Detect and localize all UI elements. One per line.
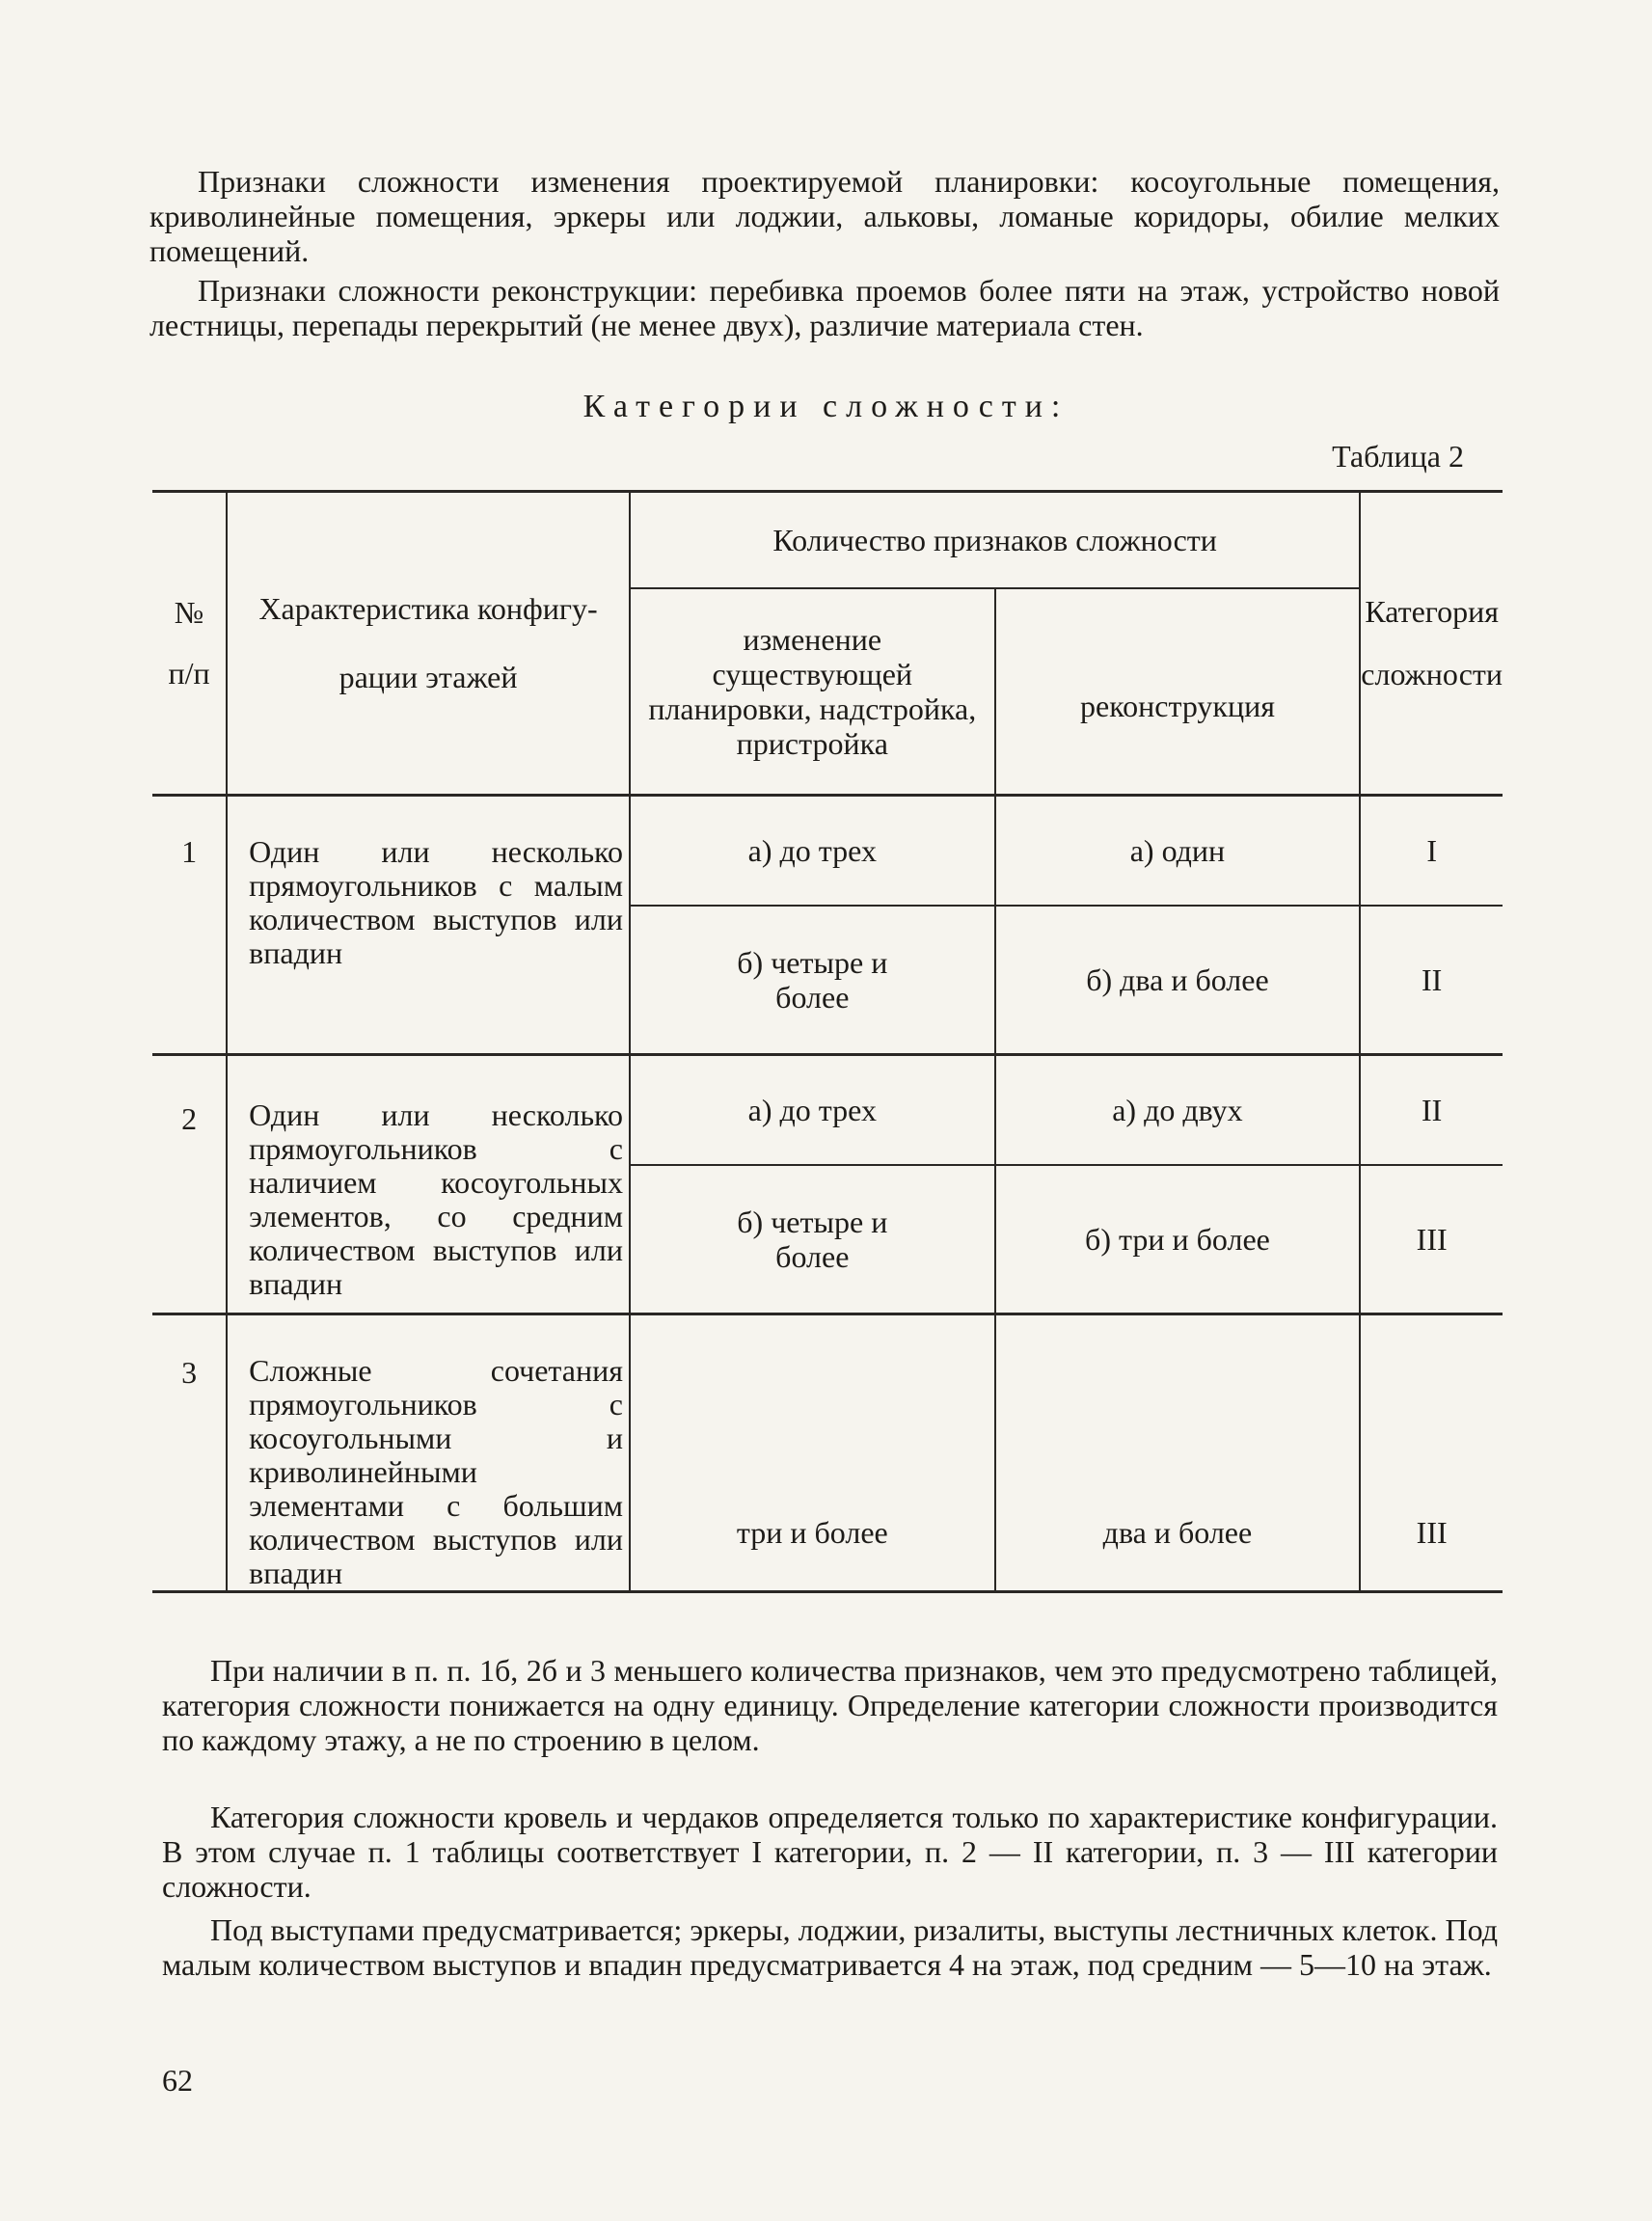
- row-change-b: б) четыре и более: [630, 1165, 995, 1314]
- row-category: III: [1360, 1314, 1503, 1592]
- row-number: 3: [152, 1314, 227, 1592]
- row-reconstruction-b: б) три и более: [995, 1165, 1361, 1314]
- header-change: изменение существующей планировки, надстройка, пристройка: [630, 588, 995, 796]
- header-reconstruction: реконструкция: [995, 588, 1361, 796]
- row-category-a: II: [1360, 1055, 1503, 1166]
- after-paragraph-protrusions: Под выступами предусматривается; эркеры, лоджии, ризалиты, выступы лестничных клеток. Под малым количеством выступов и впадин предусматривается 4 на этаж, под средним — 5—10 на этаж.: [162, 1912, 1498, 1982]
- row-reconstruction-a: а) один: [995, 796, 1361, 907]
- row-change-b: б) четыре и более: [630, 906, 995, 1055]
- header-number-line2: п/п: [168, 656, 210, 691]
- header-category-line1: Категория: [1365, 594, 1499, 629]
- header-number: [152, 492, 227, 796]
- table-row: [152, 1055, 1503, 1166]
- page-number: 62: [162, 2063, 193, 2098]
- after-paragraph-roofs: Категория сложности кровель и чердаков определяется только по характеристике конфигурации. В этом случае п. 1 таблицы соответствует I категории, п. 2 — II категории, п. 3 — III категории сложности.: [162, 1800, 1498, 1904]
- intro-paragraph-reconstruction: Признаки сложности реконструкции: перебивка проемов более пяти на этаж, устройство новой лестницы, перепады перекрытий (не менее двух), различие материала стен.: [149, 273, 1500, 342]
- intro-paragraph-planning: Признаки сложности изменения проектируемой планировки: косоугольные помещения, криволинейные помещения, эркеры или лоджии, альковы, ломаные коридоры, обилие мелких помещений.: [149, 164, 1500, 268]
- row-reconstruction: два и более: [995, 1314, 1361, 1592]
- row-category-a: I: [1360, 796, 1503, 907]
- header-description-line2: рации этажей: [339, 660, 518, 694]
- row-description: Один или несколько прямоугольников с наличием косоугольных элементов, со средним количеством выступов или впадин: [227, 1055, 630, 1314]
- row-reconstruction-a: а) до двух: [995, 1055, 1361, 1166]
- row-category-b: III: [1360, 1165, 1503, 1314]
- header-category: [1360, 492, 1503, 796]
- header-description: [227, 492, 630, 796]
- row-number: 2: [152, 1055, 227, 1314]
- after-paragraph-lowering: При наличии в п. п. 1б, 2б и 3 меньшего количества признаков, чем это предусмотрено таблицей, категория сложности понижается на одну единицу. Определение категории сложности производится по каждому этажу, а не по строению в целом.: [162, 1653, 1498, 1757]
- row-number: 1: [152, 796, 227, 1055]
- row-change: три и более: [630, 1314, 995, 1592]
- table-row: [152, 796, 1503, 907]
- header-description-line1: Характеристика конфигу-: [258, 591, 598, 626]
- row-change-a: а) до трех: [630, 796, 995, 907]
- row-description: Один или несколько прямоугольников с малым количеством выступов или впадин: [227, 796, 630, 1055]
- row-description: Сложные сочетания прямоугольников с косоугольными и криволинейными элементами с большим количеством выступов или впадин: [227, 1314, 630, 1592]
- table-number: Таблица 2: [1332, 439, 1464, 474]
- header-category-line2: сложности: [1361, 657, 1503, 691]
- complexity-table: [152, 490, 1503, 1593]
- row-category-b: II: [1360, 906, 1503, 1055]
- header-count: Количество признаков сложности: [630, 492, 1360, 589]
- table-row: [152, 1314, 1503, 1592]
- row-reconstruction-b: б) два и более: [995, 906, 1361, 1055]
- table-title: Категории сложности:: [582, 389, 1070, 424]
- header-number-line1: №: [174, 595, 204, 630]
- row-change-a: а) до трех: [630, 1055, 995, 1166]
